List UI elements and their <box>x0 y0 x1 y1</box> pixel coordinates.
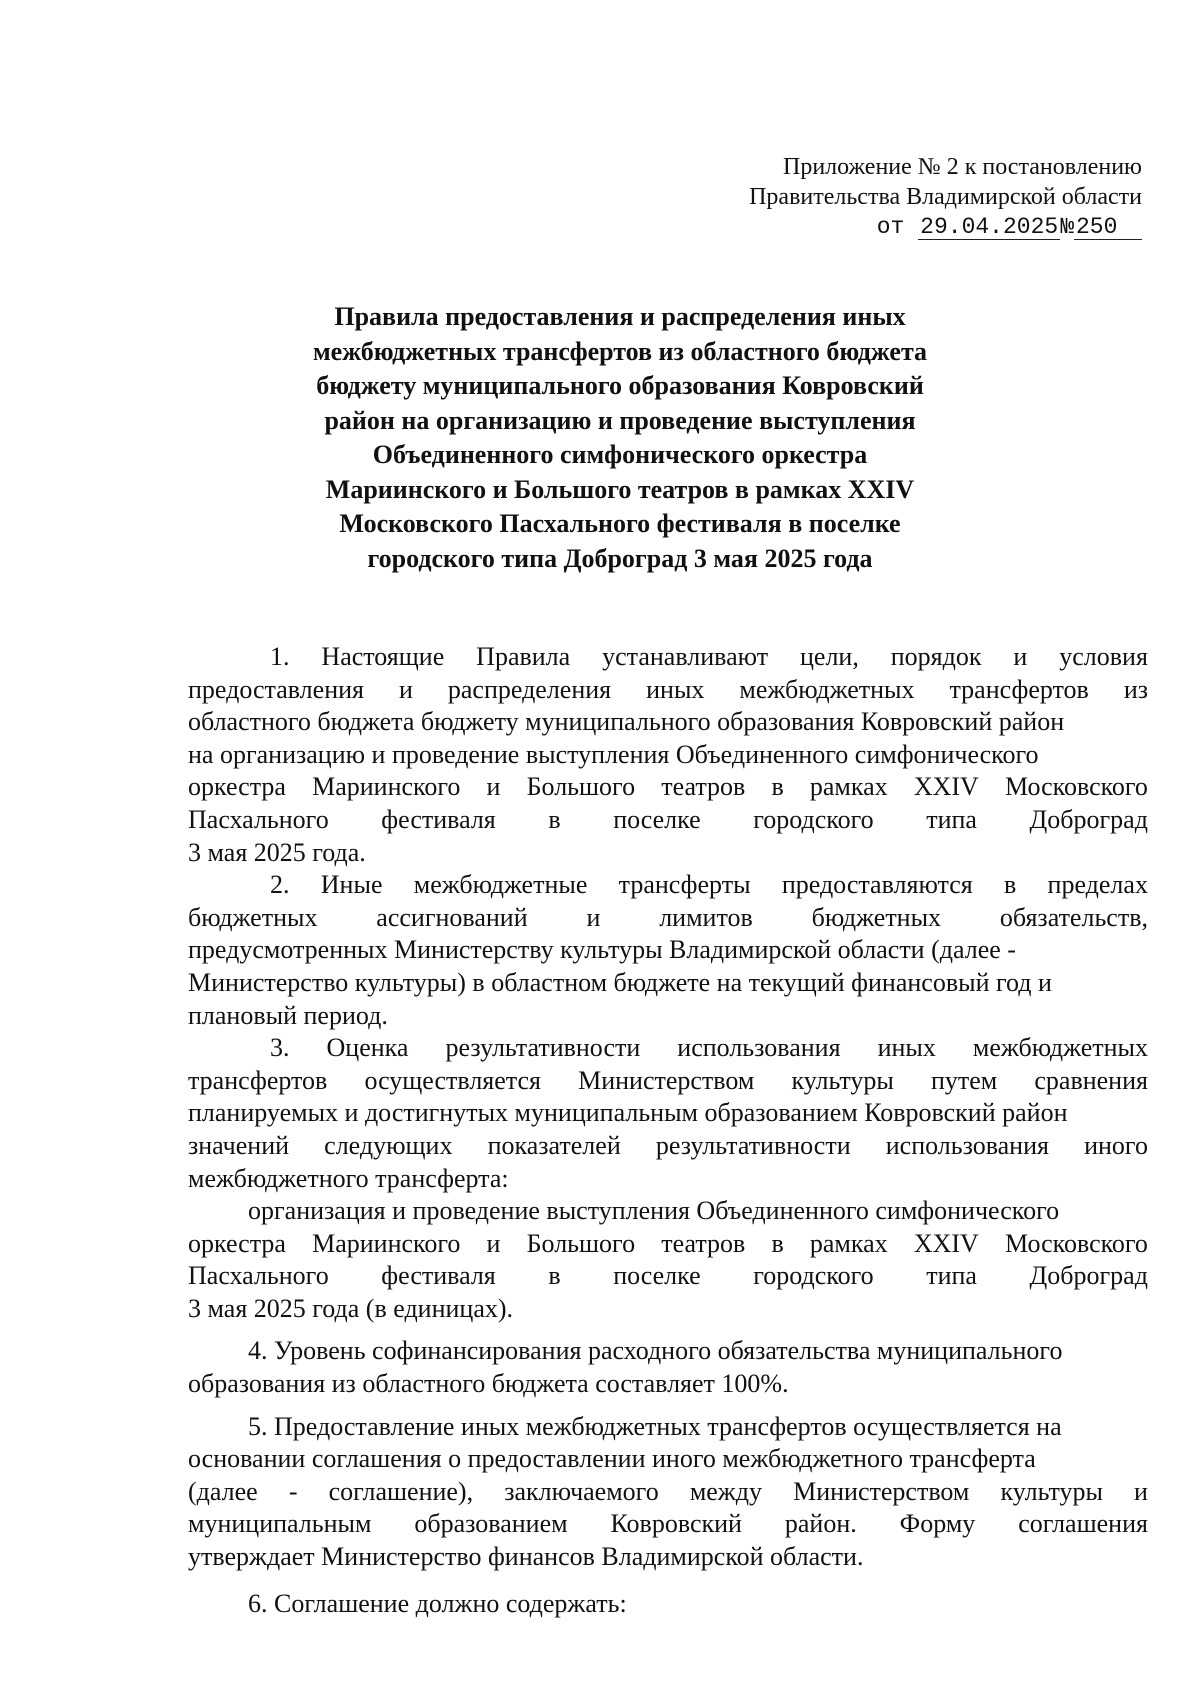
word: межбюджетных <box>972 1033 1148 1063</box>
word: бюджетных <box>811 902 942 932</box>
word: Форму <box>899 1509 976 1539</box>
word: между <box>689 1476 762 1506</box>
title-line: Объединенного симфонического оркестра <box>372 440 868 469</box>
title-line: Мариинского и Большого театров в рамках XXIV <box>325 474 915 504</box>
word: культуры <box>791 1065 894 1095</box>
text-line <box>188 674 1148 707</box>
title-line: межбюджетных трансфертов из областного бюджета <box>312 336 928 366</box>
text-line <box>188 869 1148 902</box>
text-line <box>188 1065 1148 1098</box>
word: и <box>398 674 413 704</box>
text-line <box>188 1228 1148 1261</box>
word: XXIV <box>913 772 979 802</box>
text-line <box>188 641 1148 674</box>
paragraph-3-indicator <box>188 1195 1148 1325</box>
word: условия <box>1059 642 1148 671</box>
text-line: 5. Предоставление иных межбюджетных трансфертов осуществляется на <box>248 1411 1062 1441</box>
word: показателей <box>487 1130 621 1160</box>
word: предоставляются <box>781 870 973 900</box>
word: Большого <box>526 772 636 802</box>
word: путем <box>930 1065 998 1095</box>
word: межбюджетных <box>739 674 915 704</box>
word: оркестра <box>188 1228 286 1258</box>
word: в <box>548 1261 561 1291</box>
title-line: район на организацию и проведение выступления <box>324 405 916 435</box>
word: осуществляется <box>364 1065 541 1095</box>
word: трансфертов <box>949 674 1089 704</box>
word: Доброград <box>1029 1261 1148 1291</box>
word: Мариинского <box>312 1228 461 1258</box>
text-line <box>188 1260 1148 1293</box>
text-line: 6. Соглашение должно содержать: <box>248 1588 627 1618</box>
word: поселке <box>613 1261 701 1291</box>
word: Правила <box>476 642 571 671</box>
word: образованием <box>414 1509 568 1539</box>
resolution-number: 250 <box>1074 215 1142 240</box>
text-line: образования из областного бюджета составляет 100%. <box>188 1369 789 1399</box>
word: соглашения <box>1018 1509 1148 1539</box>
word: заключаемого <box>504 1476 659 1506</box>
word: Настоящие <box>321 642 445 671</box>
word: результативности <box>445 1033 641 1063</box>
text-line <box>188 771 1148 804</box>
paragraph-4 <box>188 1335 1148 1400</box>
number-sign: № <box>1060 214 1074 240</box>
text-line: Министерство культуры) в областном бюджете на текущий финансовый год и <box>188 967 1052 997</box>
word: цели, <box>800 642 859 671</box>
word: 1. <box>270 642 290 671</box>
word: Московского <box>1004 772 1148 802</box>
word: иного <box>1084 1130 1148 1160</box>
word: поселке <box>613 804 701 834</box>
word: устанавливают <box>602 642 769 671</box>
text-line: организация и проведение выступления Объединенного симфонического <box>248 1196 1060 1226</box>
text-line <box>188 1032 1148 1065</box>
word: предоставления <box>188 674 364 704</box>
word: соглашение), <box>328 1476 474 1506</box>
word: пределах <box>1047 870 1148 900</box>
word: фестиваля <box>381 804 496 834</box>
word: район. <box>784 1509 857 1539</box>
word: Министерством <box>793 1476 970 1506</box>
resolution-date-number <box>662 212 1142 242</box>
word: в <box>771 772 784 802</box>
word: значений <box>188 1130 290 1160</box>
word: иных <box>877 1033 936 1063</box>
word: Ковровский <box>610 1509 742 1539</box>
word: обязательств, <box>999 902 1148 932</box>
text-line <box>188 804 1148 837</box>
word: лимитов <box>659 902 753 932</box>
word: и <box>1013 642 1028 671</box>
word: (далее <box>188 1476 258 1506</box>
word: бюджетных <box>188 902 318 932</box>
text-line <box>188 1130 1148 1163</box>
word: межбюджетные <box>413 870 588 900</box>
title-line: Правила предоставления и распределения иных <box>334 302 906 331</box>
text-line <box>188 1508 1148 1541</box>
document-body <box>188 641 1148 1620</box>
title-line: городского типа Доброград 3 мая 2025 года <box>367 543 873 573</box>
word: Оценка <box>326 1033 409 1063</box>
word: XXIV <box>913 1228 979 1258</box>
title-line: бюджету муниципального образования Ковровский <box>316 371 924 400</box>
word: типа <box>926 804 977 834</box>
word: рамках <box>809 772 888 802</box>
word: - <box>288 1476 298 1506</box>
word: Мариинского <box>312 772 461 802</box>
title-line: Московского Пасхального фестиваля в поселке <box>339 509 901 538</box>
word: Большого <box>526 1228 636 1258</box>
word: порядок <box>890 642 982 671</box>
text-line: на организацию и проведение выступления Объединенного симфонического <box>188 739 1039 769</box>
text-line: предусмотренных Министерству культуры Владимирской области (далее - <box>188 935 1016 965</box>
document-title <box>300 300 940 576</box>
word: театров <box>661 772 746 802</box>
word: Доброград <box>1029 804 1148 834</box>
word: сравнения <box>1034 1065 1148 1095</box>
text-line <box>188 902 1148 935</box>
resolution-date: 29.04.2025 <box>920 214 1059 240</box>
word: Иные <box>320 870 383 900</box>
text-line: основании соглашения о предоставлении иного межбюджетного трансферта <box>188 1444 1036 1474</box>
text-line: областного бюджета бюджету муниципального образования Ковровский район <box>188 707 1065 737</box>
word: использования <box>677 1033 841 1063</box>
word: из <box>1123 674 1148 704</box>
word: типа <box>926 1261 977 1291</box>
word: 3. <box>270 1033 290 1063</box>
word: распределения <box>447 674 612 704</box>
text-line: утверждает Министерство финансов Владимирской области. <box>188 1542 864 1572</box>
word: и <box>586 902 601 932</box>
word: использования <box>885 1130 1049 1160</box>
appendix-line: Приложение № 2 к постановлению <box>782 154 1142 180</box>
text-line: 4. Уровень софинансирования расходного обязательства муниципального <box>248 1336 1063 1366</box>
word: в <box>771 1228 784 1258</box>
word: трансфертов <box>188 1065 328 1095</box>
word: Московского <box>1004 1228 1148 1258</box>
word: фестиваля <box>381 1261 496 1291</box>
date-prefix: от <box>876 214 905 240</box>
paragraph-5 <box>188 1411 1148 1574</box>
word: культуры <box>1000 1476 1103 1506</box>
word: и <box>486 772 501 802</box>
word: в <box>1003 870 1017 900</box>
word: иных <box>646 674 705 704</box>
word: и <box>1134 1476 1148 1506</box>
word: 2. <box>270 870 290 900</box>
word: рамках <box>809 1228 888 1258</box>
word: трансферты <box>618 870 751 900</box>
word: Пасхального <box>188 1261 329 1291</box>
word: Пасхального <box>188 804 329 834</box>
word: муниципальным <box>188 1509 372 1539</box>
text-line: 3 мая 2025 года. <box>188 837 366 867</box>
text-line <box>188 1476 1148 1509</box>
text-line: межбюджетного трансферта: <box>188 1163 509 1193</box>
paragraph-6 <box>188 1588 1148 1621</box>
paragraph-2 <box>188 869 1148 1032</box>
text-line: планируемых и достигнутых муниципальным образованием Ковровский район <box>188 1098 1068 1128</box>
word: ассигнований <box>376 902 528 932</box>
word: оркестра <box>188 772 286 802</box>
paragraph-3 <box>188 1032 1148 1195</box>
word: результативности <box>655 1130 851 1160</box>
government-line: Правительства Владимирской области <box>749 184 1142 210</box>
word: в <box>548 804 561 834</box>
word: и <box>486 1228 501 1258</box>
word: следующих <box>324 1130 453 1160</box>
paragraph-1 <box>188 641 1148 869</box>
word: Министерством <box>578 1065 755 1095</box>
text-line: 3 мая 2025 года (в единицах). <box>188 1293 514 1323</box>
text-line: плановый период. <box>188 1000 388 1030</box>
appendix-header <box>662 152 1142 242</box>
word: городского <box>753 804 874 834</box>
word: театров <box>661 1228 746 1258</box>
word: городского <box>753 1261 874 1291</box>
